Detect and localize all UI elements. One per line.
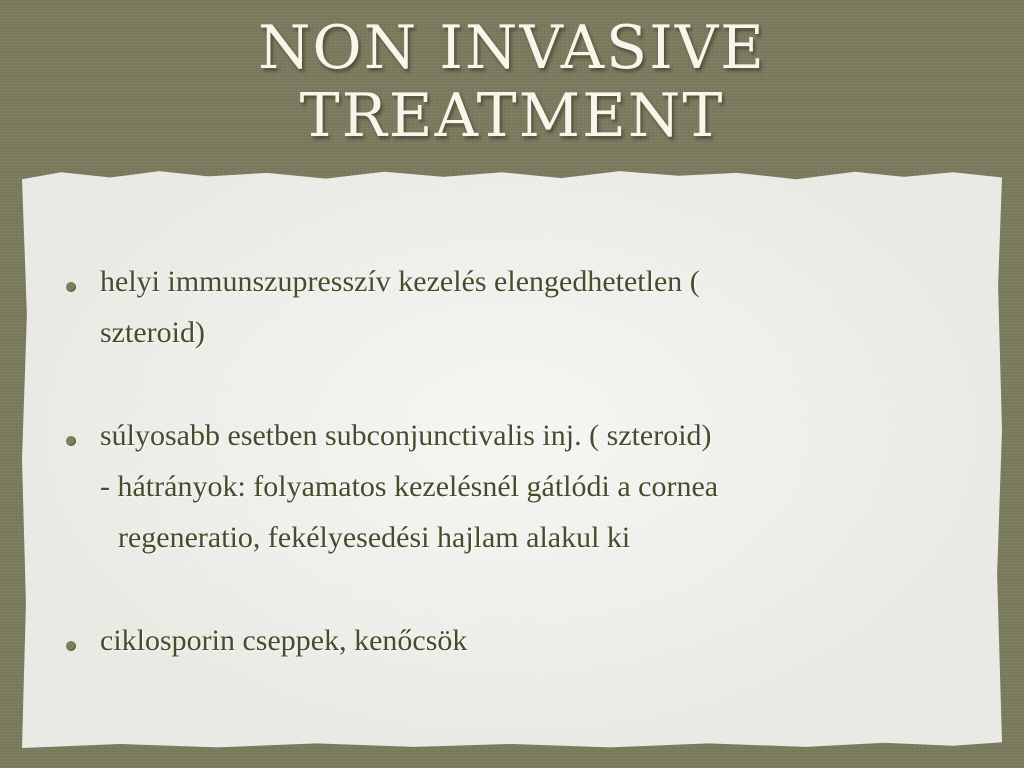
bullet-2-line-3: regeneratio, fekélyesedési hajlam alakul ki [118,521,631,554]
bullet-dot-icon [66,436,76,446]
bullet-1-line-2: szteroid) [100,316,205,349]
spacer [60,563,960,615]
bullet-list [60,256,960,666]
bullet-item-3 [60,615,960,666]
bullet-1-line-1: helyi immunszupresszív kezelés elengedhetetlen ( [100,265,700,298]
bullet-2-line-2: - hátrányok: folyamatos kezelésnél gátlódi a cornea [100,470,719,503]
bullet-dot-icon [66,282,76,292]
bullet-2-line-1: súlyosabb esetben subconjunctivalis inj. ( szteroid) [100,419,712,452]
spacer [60,358,960,410]
slide-title-line-1: NON INVASIVE [258,13,766,83]
bullet-3-line-1: ciklosporin cseppek, kenőcsök [100,624,468,657]
slide-title-line-2: TREATMENT [299,81,725,151]
bullet-item-2 [60,410,960,563]
bullet-item-1 [60,256,960,358]
bullet-dot-icon [66,641,76,651]
slide-title [0,14,1024,150]
